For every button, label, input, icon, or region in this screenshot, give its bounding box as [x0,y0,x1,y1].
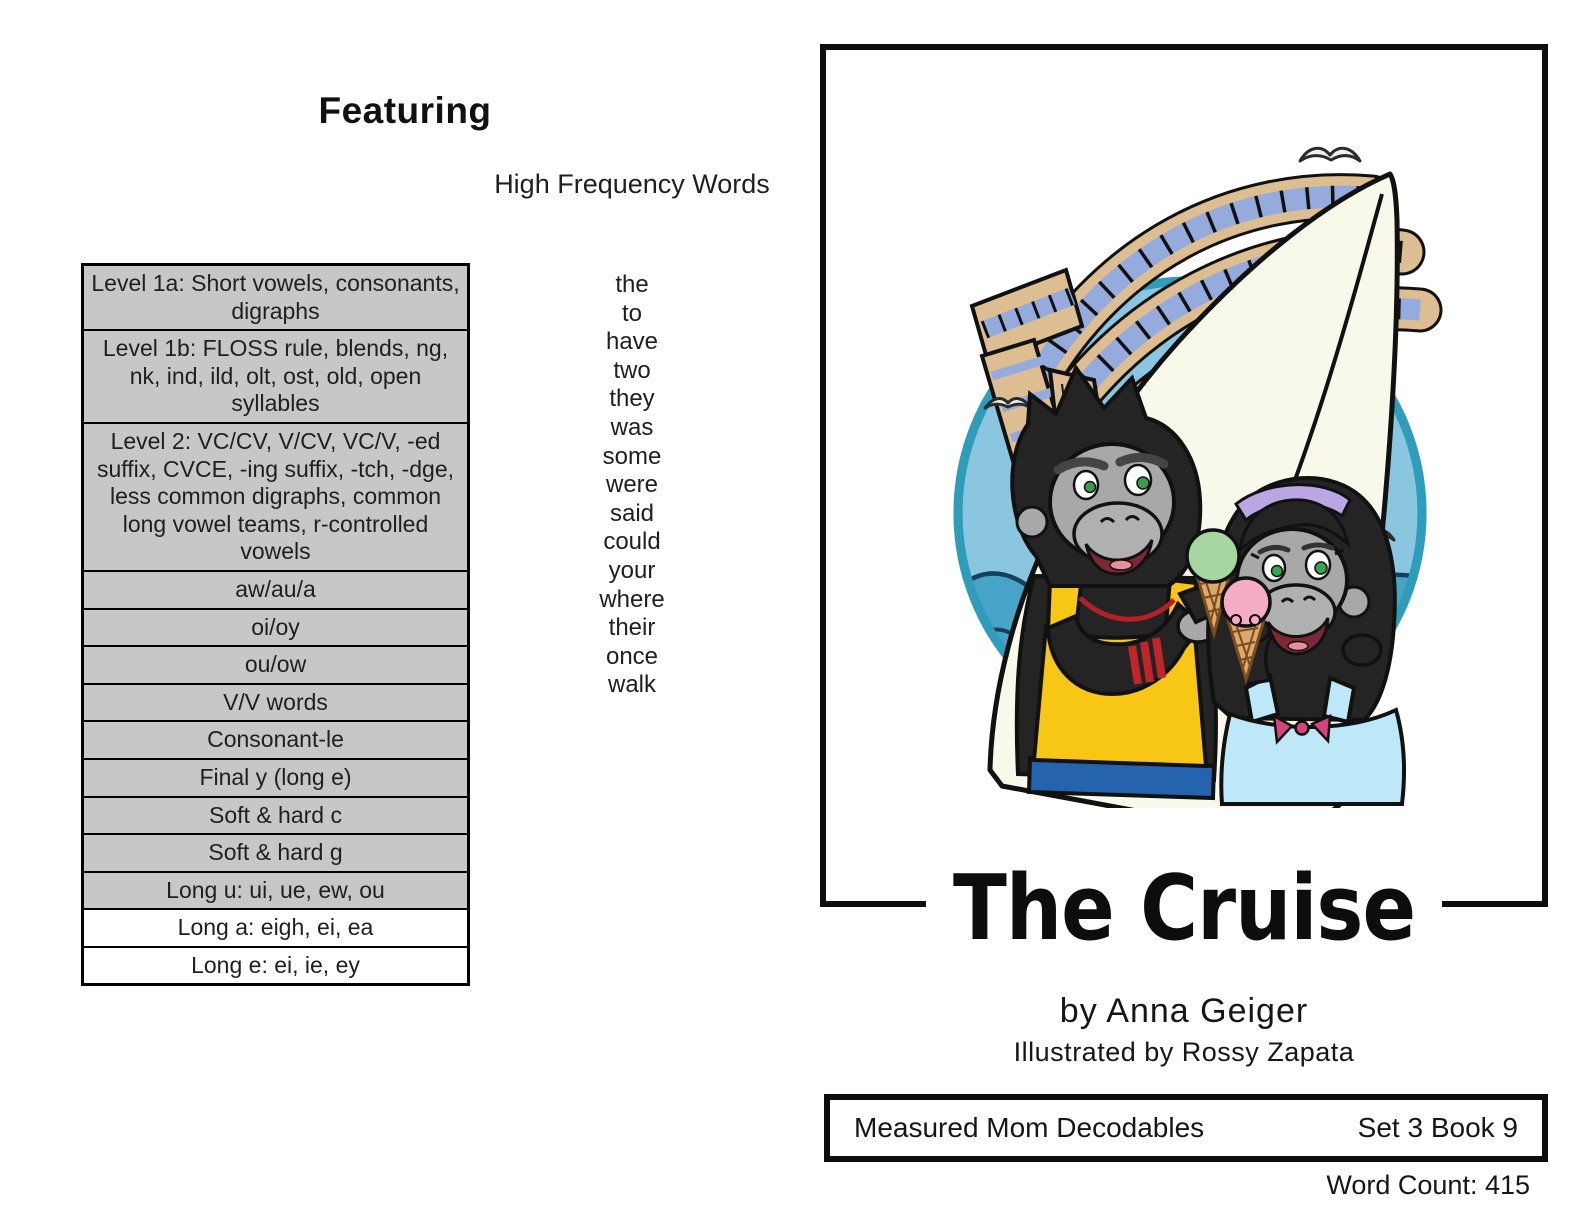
skills-table-row: Long u: ui, ue, ew, ou [84,871,467,909]
high-frequency-word: your [608,556,656,584]
skills-table-row: Long e: ei, ie, ey [84,946,467,984]
high-frequency-word: they [609,385,655,413]
book-title: The Cruise [952,856,1416,961]
skills-table-row: ou/ow [84,645,467,683]
cover-frame-top [820,44,1548,50]
skills-table [81,263,470,986]
high-frequency-words-heading: High Frequency Words [494,169,770,199]
cover-frame-left [820,44,826,907]
high-frequency-word: said [609,499,655,527]
high-frequency-word: have [605,328,659,356]
skills-table-row: Level 2: VC/CV, V/CV, VC/V, -ed suffix, CVCE, -ing suffix, -tch, -dge, less common digraphs, common long vowel teams, r-controlled vowels [84,422,467,570]
skills-table-row: Level 1a: Short vowels, consonants, digraphs [84,266,467,329]
skills-table-row: V/V words [84,683,467,721]
cover-illustration [880,128,1500,808]
high-frequency-word: two [613,356,651,384]
skills-table-row: Soft & hard c [84,796,467,834]
high-frequency-word: was [610,413,654,441]
skills-table-row: Level 1b: FLOSS rule, blends, ng, nk, ind, ild, olt, ost, old, open syllables [84,329,467,422]
skills-table-row: Soft & hard g [84,833,467,871]
high-frequency-word: some [602,442,662,470]
high-frequency-word: could [603,528,661,556]
high-frequency-word: once [605,642,659,670]
skills-table-row: oi/oy [84,608,467,646]
pink-scoop [1222,578,1270,626]
high-frequency-word: walk [607,671,656,699]
skills-table-row: Consonant-le [84,720,467,758]
green-scoop [1187,530,1239,582]
skills-table-row: Long a: eigh, ei, ea [84,908,467,946]
cover-frame-right [1542,44,1548,907]
high-frequency-word: were [605,471,659,499]
word-count: Word Count: 415 [1326,1170,1530,1200]
series-name: Measured Mom Decodables [854,1112,1205,1143]
high-frequency-word: where [599,585,665,613]
author-byline: by Anna Geiger [1059,992,1309,1030]
skills-table-row: Final y (long e) [84,758,467,796]
featuring-heading: Featuring [318,90,492,131]
high-frequency-word: the [615,271,649,298]
boy-paw-on-shoulder [1343,635,1381,665]
set-book-number: Set 3 Book 9 [1357,1112,1518,1143]
high-frequency-word: their [608,614,656,642]
high-frequency-words-list [482,271,782,700]
seagull-icon [1300,148,1360,161]
illustrator-credit: Illustrated by Rossy Zapata [1013,1037,1355,1067]
high-frequency-word: to [621,299,642,327]
series-footer [824,1094,1548,1162]
skills-table-row: aw/au/a [84,570,467,608]
